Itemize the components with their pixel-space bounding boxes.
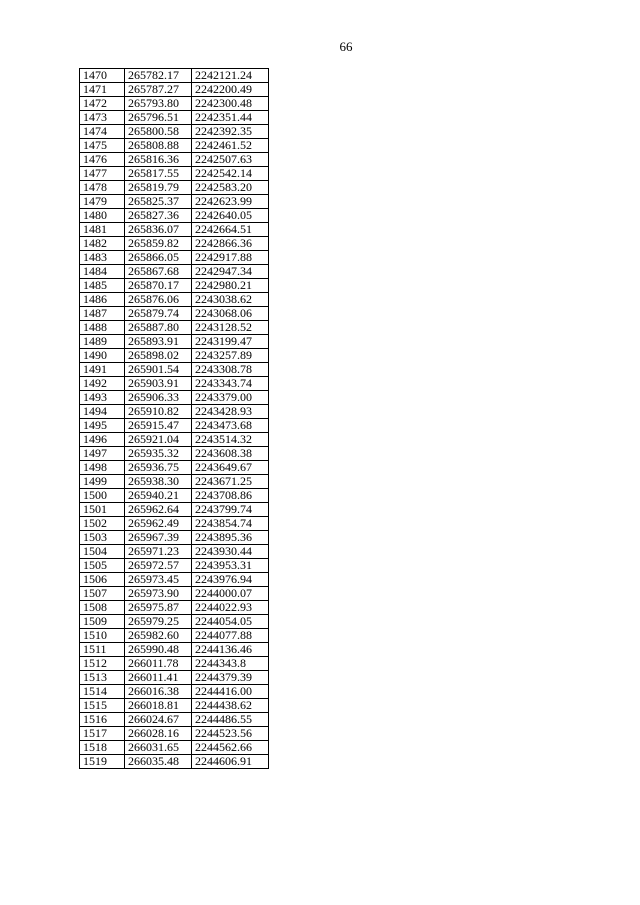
y-coordinate-cell: 2243428.93 (192, 405, 269, 419)
x-coordinate-cell: 265910.82 (125, 405, 192, 419)
x-coordinate-cell: 265887.80 (125, 321, 192, 335)
y-coordinate-cell: 2242121.24 (192, 69, 269, 83)
y-coordinate-cell: 2244562.66 (192, 741, 269, 755)
x-coordinate-cell: 266028.16 (125, 727, 192, 741)
y-coordinate-cell: 2244379.39 (192, 671, 269, 685)
y-coordinate-cell: 2243038.62 (192, 293, 269, 307)
point-number-cell: 1504 (80, 545, 125, 559)
x-coordinate-cell: 265819.79 (125, 181, 192, 195)
point-number-cell: 1476 (80, 153, 125, 167)
table-row (80, 727, 269, 741)
x-coordinate-cell: 265982.60 (125, 629, 192, 643)
table-row (80, 559, 269, 573)
point-number-cell: 1483 (80, 251, 125, 265)
point-number-cell: 1475 (80, 139, 125, 153)
x-coordinate-cell: 266018.81 (125, 699, 192, 713)
table-row (80, 279, 269, 293)
table-row (80, 405, 269, 419)
point-number-cell: 1474 (80, 125, 125, 139)
y-coordinate-cell: 2244022.93 (192, 601, 269, 615)
y-coordinate-cell: 2242623.99 (192, 195, 269, 209)
table-row (80, 643, 269, 657)
point-number-cell: 1506 (80, 573, 125, 587)
y-coordinate-cell: 2243257.89 (192, 349, 269, 363)
x-coordinate-cell: 266016.38 (125, 685, 192, 699)
table-row (80, 685, 269, 699)
table-row (80, 419, 269, 433)
y-coordinate-cell: 2242300.48 (192, 97, 269, 111)
point-number-cell: 1493 (80, 391, 125, 405)
point-number-cell: 1513 (80, 671, 125, 685)
table-row (80, 307, 269, 321)
table-row (80, 629, 269, 643)
y-coordinate-cell: 2242917.88 (192, 251, 269, 265)
x-coordinate-cell: 265972.57 (125, 559, 192, 573)
point-number-cell: 1514 (80, 685, 125, 699)
x-coordinate-cell: 265973.45 (125, 573, 192, 587)
table-row (80, 153, 269, 167)
table-row (80, 475, 269, 489)
point-number-cell: 1494 (80, 405, 125, 419)
y-coordinate-cell: 2242461.52 (192, 139, 269, 153)
y-coordinate-cell: 2242200.49 (192, 83, 269, 97)
point-number-cell: 1482 (80, 237, 125, 251)
x-coordinate-cell: 265898.02 (125, 349, 192, 363)
x-coordinate-cell: 265867.68 (125, 265, 192, 279)
x-coordinate-cell: 265808.88 (125, 139, 192, 153)
point-number-cell: 1497 (80, 447, 125, 461)
y-coordinate-cell: 2243895.36 (192, 531, 269, 545)
x-coordinate-cell: 265787.27 (125, 83, 192, 97)
x-coordinate-cell: 265967.39 (125, 531, 192, 545)
x-coordinate-cell: 265903.91 (125, 377, 192, 391)
x-coordinate-cell: 265936.75 (125, 461, 192, 475)
y-coordinate-cell: 2242392.35 (192, 125, 269, 139)
y-coordinate-cell: 2243976.94 (192, 573, 269, 587)
y-coordinate-cell: 2243799.74 (192, 503, 269, 517)
point-number-cell: 1502 (80, 517, 125, 531)
table-row (80, 209, 269, 223)
x-coordinate-cell: 265816.36 (125, 153, 192, 167)
y-coordinate-cell: 2244077.88 (192, 629, 269, 643)
table-row (80, 615, 269, 629)
x-coordinate-cell: 266024.67 (125, 713, 192, 727)
y-coordinate-cell: 2243708.86 (192, 489, 269, 503)
point-number-cell: 1480 (80, 209, 125, 223)
x-coordinate-cell: 265793.80 (125, 97, 192, 111)
table-row (80, 363, 269, 377)
y-coordinate-cell: 2244136.46 (192, 643, 269, 657)
y-coordinate-cell: 2242640.05 (192, 209, 269, 223)
x-coordinate-cell: 266011.41 (125, 671, 192, 685)
y-coordinate-cell: 2243128.52 (192, 321, 269, 335)
table-row (80, 83, 269, 97)
table-row (80, 195, 269, 209)
point-number-cell: 1510 (80, 629, 125, 643)
point-number-cell: 1515 (80, 699, 125, 713)
table-row (80, 601, 269, 615)
y-coordinate-cell: 2242947.34 (192, 265, 269, 279)
y-coordinate-cell: 2242980.21 (192, 279, 269, 293)
table-row (80, 167, 269, 181)
y-coordinate-cell: 2244438.62 (192, 699, 269, 713)
table-row (80, 265, 269, 279)
table-row (80, 741, 269, 755)
x-coordinate-cell: 265921.04 (125, 433, 192, 447)
point-number-cell: 1505 (80, 559, 125, 573)
x-coordinate-cell: 265940.21 (125, 489, 192, 503)
y-coordinate-cell: 2244606.91 (192, 755, 269, 769)
x-coordinate-cell: 266031.65 (125, 741, 192, 755)
table-row (80, 517, 269, 531)
point-number-cell: 1518 (80, 741, 125, 755)
y-coordinate-cell: 2244343.8 (192, 657, 269, 671)
table-row (80, 391, 269, 405)
y-coordinate-cell: 2243608.38 (192, 447, 269, 461)
x-coordinate-cell: 265915.47 (125, 419, 192, 433)
x-coordinate-cell: 265866.05 (125, 251, 192, 265)
point-number-cell: 1484 (80, 265, 125, 279)
point-number-cell: 1508 (80, 601, 125, 615)
point-number-cell: 1503 (80, 531, 125, 545)
point-number-cell: 1479 (80, 195, 125, 209)
point-number-cell: 1477 (80, 167, 125, 181)
table-row (80, 251, 269, 265)
table-row (80, 587, 269, 601)
point-number-cell: 1489 (80, 335, 125, 349)
table-row (80, 377, 269, 391)
point-number-cell: 1519 (80, 755, 125, 769)
point-number-cell: 1488 (80, 321, 125, 335)
point-number-cell: 1492 (80, 377, 125, 391)
table-row (80, 321, 269, 335)
point-number-cell: 1496 (80, 433, 125, 447)
point-number-cell: 1501 (80, 503, 125, 517)
x-coordinate-cell: 266011.78 (125, 657, 192, 671)
x-coordinate-cell: 265938.30 (125, 475, 192, 489)
x-coordinate-cell: 265935.32 (125, 447, 192, 461)
table-row (80, 447, 269, 461)
y-coordinate-cell: 2243068.06 (192, 307, 269, 321)
point-number-cell: 1512 (80, 657, 125, 671)
y-coordinate-cell: 2243379.00 (192, 391, 269, 405)
y-coordinate-cell: 2243343.74 (192, 377, 269, 391)
point-number-cell: 1486 (80, 293, 125, 307)
table-row (80, 755, 269, 769)
x-coordinate-cell: 265825.37 (125, 195, 192, 209)
table-row (80, 699, 269, 713)
x-coordinate-cell: 265962.64 (125, 503, 192, 517)
point-number-cell: 1495 (80, 419, 125, 433)
point-number-cell: 1485 (80, 279, 125, 293)
x-coordinate-cell: 265782.17 (125, 69, 192, 83)
x-coordinate-cell: 265973.90 (125, 587, 192, 601)
y-coordinate-cell: 2242583.20 (192, 181, 269, 195)
point-number-cell: 1516 (80, 713, 125, 727)
x-coordinate-cell: 265876.06 (125, 293, 192, 307)
point-number-cell: 1507 (80, 587, 125, 601)
x-coordinate-cell: 265893.91 (125, 335, 192, 349)
y-coordinate-cell: 2242866.36 (192, 237, 269, 251)
table-row (80, 111, 269, 125)
table-row (80, 223, 269, 237)
table-row (80, 97, 269, 111)
x-coordinate-cell: 265975.87 (125, 601, 192, 615)
point-number-cell: 1472 (80, 97, 125, 111)
y-coordinate-cell: 2243854.74 (192, 517, 269, 531)
y-coordinate-cell: 2242507.63 (192, 153, 269, 167)
table-row (80, 335, 269, 349)
table-row (80, 139, 269, 153)
point-number-cell: 1490 (80, 349, 125, 363)
y-coordinate-cell: 2243953.31 (192, 559, 269, 573)
table-row (80, 545, 269, 559)
y-coordinate-cell: 2242542.14 (192, 167, 269, 181)
x-coordinate-cell: 265971.23 (125, 545, 192, 559)
table-row (80, 349, 269, 363)
table-row (80, 573, 269, 587)
point-number-cell: 1499 (80, 475, 125, 489)
table-row (80, 69, 269, 83)
point-number-cell: 1481 (80, 223, 125, 237)
x-coordinate-cell: 265859.82 (125, 237, 192, 251)
point-number-cell: 1470 (80, 69, 125, 83)
point-number-cell: 1500 (80, 489, 125, 503)
x-coordinate-cell: 265979.25 (125, 615, 192, 629)
point-number-cell: 1471 (80, 83, 125, 97)
x-coordinate-cell: 265901.54 (125, 363, 192, 377)
table-row (80, 713, 269, 727)
y-coordinate-cell: 2243199.47 (192, 335, 269, 349)
table-row (80, 531, 269, 545)
x-coordinate-cell: 265800.58 (125, 125, 192, 139)
point-number-cell: 1498 (80, 461, 125, 475)
point-number-cell: 1478 (80, 181, 125, 195)
y-coordinate-cell: 2242664.51 (192, 223, 269, 237)
x-coordinate-cell: 265990.48 (125, 643, 192, 657)
coordinates-table-body (80, 69, 269, 769)
table-row (80, 657, 269, 671)
y-coordinate-cell: 2243649.67 (192, 461, 269, 475)
point-number-cell: 1487 (80, 307, 125, 321)
table-row (80, 461, 269, 475)
table-row (80, 433, 269, 447)
x-coordinate-cell: 265879.74 (125, 307, 192, 321)
y-coordinate-cell: 2244054.05 (192, 615, 269, 629)
page-number: 66 (339, 39, 353, 54)
y-coordinate-cell: 2243514.32 (192, 433, 269, 447)
y-coordinate-cell: 2242351.44 (192, 111, 269, 125)
x-coordinate-cell: 265962.49 (125, 517, 192, 531)
x-coordinate-cell: 265870.17 (125, 279, 192, 293)
table-row (80, 181, 269, 195)
point-number-cell: 1491 (80, 363, 125, 377)
table-row (80, 503, 269, 517)
coordinates-table (79, 68, 269, 769)
table-row (80, 293, 269, 307)
x-coordinate-cell: 266035.48 (125, 755, 192, 769)
y-coordinate-cell: 2244523.56 (192, 727, 269, 741)
y-coordinate-cell: 2243930.44 (192, 545, 269, 559)
y-coordinate-cell: 2244486.55 (192, 713, 269, 727)
x-coordinate-cell: 265796.51 (125, 111, 192, 125)
y-coordinate-cell: 2244416.00 (192, 685, 269, 699)
table-row (80, 671, 269, 685)
point-number-cell: 1473 (80, 111, 125, 125)
y-coordinate-cell: 2243308.78 (192, 363, 269, 377)
x-coordinate-cell: 265906.33 (125, 391, 192, 405)
point-number-cell: 1517 (80, 727, 125, 741)
point-number-cell: 1511 (80, 643, 125, 657)
x-coordinate-cell: 265827.36 (125, 209, 192, 223)
x-coordinate-cell: 265817.55 (125, 167, 192, 181)
table-row (80, 237, 269, 251)
table-row (80, 125, 269, 139)
y-coordinate-cell: 2244000.07 (192, 587, 269, 601)
y-coordinate-cell: 2243473.68 (192, 419, 269, 433)
point-number-cell: 1509 (80, 615, 125, 629)
x-coordinate-cell: 265836.07 (125, 223, 192, 237)
table-row (80, 489, 269, 503)
y-coordinate-cell: 2243671.25 (192, 475, 269, 489)
